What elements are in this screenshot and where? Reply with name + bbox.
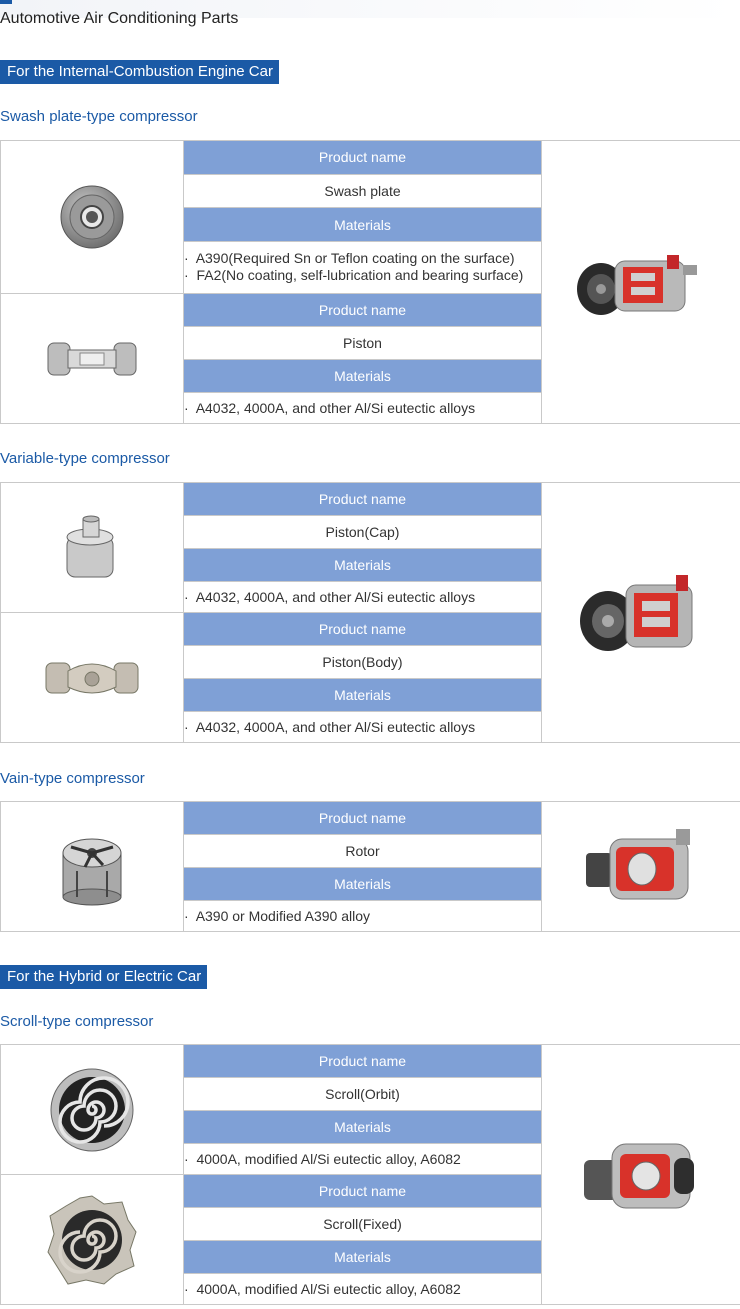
- material-item: · 4000A, modified Al/Si eutectic alloy, A6082: [184, 1150, 461, 1167]
- top-accent: [0, 0, 12, 4]
- group-title-swash: Swash plate-type compressor: [0, 108, 198, 125]
- materials-header: Materials: [184, 868, 542, 901]
- piston-body-image: [42, 653, 142, 703]
- material-item: · A390 or Modified A390 alloy: [184, 907, 371, 924]
- product-name-header: Product name: [184, 1045, 542, 1078]
- product-image-cell: [1, 141, 184, 294]
- material-item: · A4032, 4000A, and other Al/Si eutectic alloys: [184, 588, 476, 605]
- material-item: · A390(Required Sn or Teflon coating on the surface): [184, 250, 515, 267]
- materials-header: Materials: [184, 549, 542, 582]
- product-image-cell: [1, 802, 184, 932]
- materials-header: Materials: [184, 1241, 542, 1274]
- product-table-swash: [0, 140, 740, 424]
- product-name-value: Swash plate: [184, 174, 542, 208]
- compressor-cutaway-image: [576, 817, 706, 917]
- product-image-cell: [1, 1045, 184, 1175]
- piston-cap-image: [57, 513, 127, 583]
- product-table-scroll: [0, 1044, 740, 1305]
- group-title-scroll: Scroll-type compressor: [0, 1013, 154, 1030]
- compressor-image-cell: [542, 141, 740, 424]
- product-name-value: Piston(Cap): [184, 516, 542, 549]
- scroll-fixed-image: [44, 1192, 140, 1288]
- product-name-header: Product name: [184, 294, 542, 327]
- material-item: · A4032, 4000A, and other Al/Si eutectic alloys: [184, 399, 476, 416]
- product-name-header: Product name: [184, 141, 542, 175]
- materials-list: [184, 712, 542, 743]
- section-label-hybrid: For the Hybrid or Electric Car: [0, 965, 207, 989]
- compressor-cutaway-image: [576, 1130, 706, 1220]
- material-item: · A4032, 4000A, and other Al/Si eutectic alloys: [184, 718, 476, 735]
- product-name-value: Rotor: [184, 835, 542, 868]
- section-label-ice: For the Internal-Combustion Engine Car: [0, 60, 279, 84]
- materials-list: [184, 901, 542, 932]
- product-image-cell: [1, 1175, 184, 1305]
- materials-list: [184, 582, 542, 613]
- material-item: · FA2(No coating, self-lubrication and bearing surface): [184, 267, 524, 284]
- materials-list: [184, 241, 542, 293]
- materials-list: [184, 1144, 542, 1175]
- materials-list: [184, 1274, 542, 1305]
- product-name-value: Scroll(Orbit): [184, 1078, 542, 1111]
- product-name-header: Product name: [184, 802, 542, 835]
- product-image-cell: [1, 294, 184, 424]
- compressor-cutaway-image: [571, 237, 711, 327]
- group-title-variable: Variable-type compressor: [0, 450, 170, 467]
- product-name-header: Product name: [184, 483, 542, 516]
- product-name-value: Piston: [184, 327, 542, 360]
- product-table-variable: [0, 482, 740, 743]
- product-name-value: Piston(Body): [184, 646, 542, 679]
- page-title: Automotive Air Conditioning Parts: [0, 10, 239, 27]
- scroll-orbit-image: [47, 1065, 137, 1155]
- materials-header: Materials: [184, 360, 542, 393]
- material-item: · 4000A, modified Al/Si eutectic alloy, A6082: [184, 1280, 461, 1297]
- group-title-vain: Vain-type compressor: [0, 770, 145, 787]
- materials-header: Materials: [184, 679, 542, 712]
- product-name-header: Product name: [184, 1175, 542, 1208]
- materials-header: Materials: [184, 1111, 542, 1144]
- compressor-image-cell: [542, 1045, 740, 1305]
- swash-plate-image: [57, 182, 127, 252]
- product-name-value: Scroll(Fixed): [184, 1208, 542, 1241]
- compressor-image-cell: [542, 483, 740, 743]
- product-table-vain: [0, 801, 740, 932]
- product-image-cell: [1, 613, 184, 743]
- product-image-cell: [1, 483, 184, 613]
- materials-header: Materials: [184, 208, 542, 242]
- product-name-header: Product name: [184, 613, 542, 646]
- compressor-image-cell: [542, 802, 740, 932]
- compressor-cutaway-image: [576, 563, 706, 663]
- materials-list: [184, 393, 542, 424]
- piston-image: [44, 337, 140, 381]
- rotor-image: [55, 827, 129, 907]
